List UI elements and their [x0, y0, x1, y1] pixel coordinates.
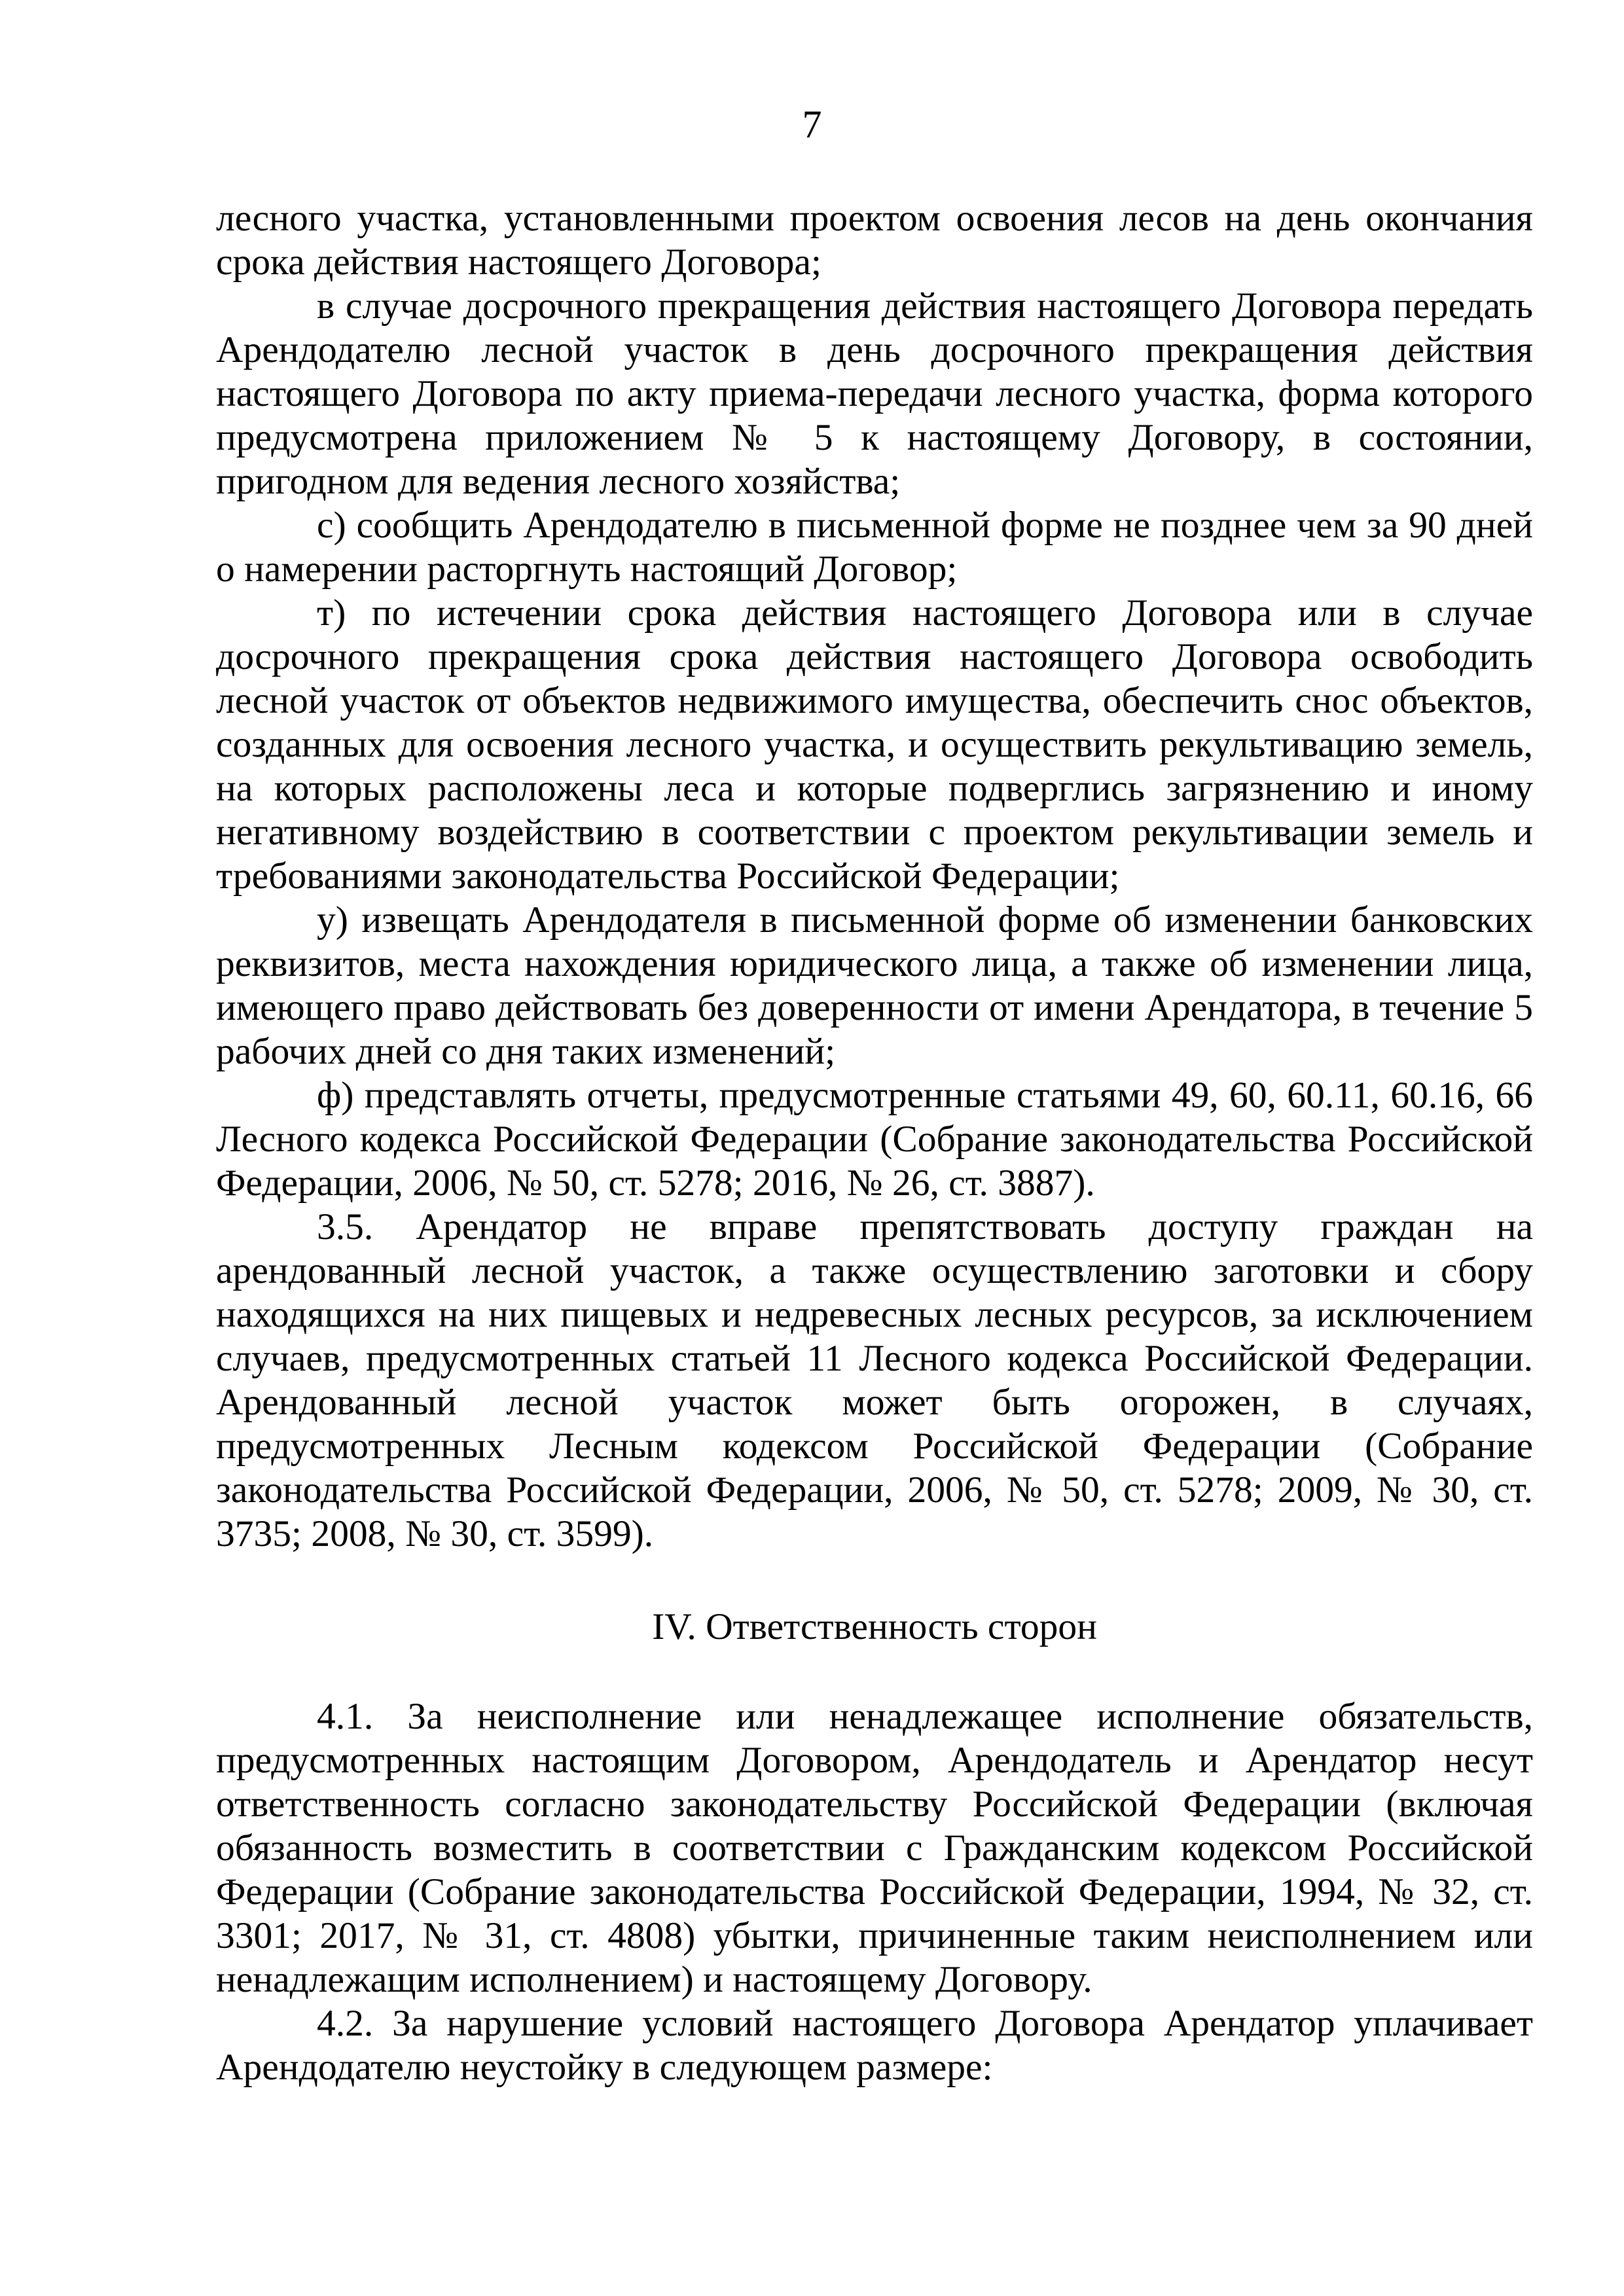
paragraph: в случае досрочного прекращения действия настоящего Договора передать Арендодателю лесной участок в день досрочного прекращения действия настоящего Договора по акту приема-передачи лесного участка, форма которого предусмотрена приложением № 5 к настоящему Договору, в состоянии, пригодном для ведения лесного хозяйства;: [216, 285, 1533, 502]
paragraph: у) извещать Арендодателя в письменной форме об изменении банковских реквизитов, места нахождения юридического лица, а также об изменении лица, имеющего право действовать без доверенности от имени Арендатора, в течение 5 рабочих дней со дня таких изменений;: [216, 899, 1533, 1072]
paragraph: 4.2. За нарушение условий настоящего Договора Арендатор уплачивает Арендодателю неустойку в следующем размере:: [216, 2003, 1533, 2088]
paragraph: 4.1. За неисполнение или ненадлежащее исполнение обязательств, предусмотренных настоящим Договором, Арендодатель и Арендатор несут ответственность согласно законодательству Российской Федерации (включая обязанность возместить в соответствии с Гражданским кодексом Российской Федерации (Собрание законодательства Российской Федерации, 1994, № 32, ст. 3301; 2017, № 31, ст. 4808) убытки, причиненные таким неисполнением или ненадлежащим исполнением) и настоящему Договору.: [216, 1696, 1533, 2000]
paragraph: с) сообщить Арендодателю в письменной форме не позднее чем за 90 дней о намерении расторгнуть настоящий Договор;: [216, 505, 1533, 590]
document-body: [216, 196, 1533, 2089]
paragraph: ф) представлять отчеты, предусмотренные статьями 49, 60, 60.11, 60.16, 66 Лесного кодекса Российской Федерации (Собрание законодательства Российской Федерации, 2006, № 50, ст. 5278; 2016, № 26, ст. 3887).: [216, 1075, 1533, 1204]
paragraph: 3.5. Арендатор не вправе препятствовать доступу граждан на арендованный лесной участок, а также осуществлению заготовки и сбору находящихся на них пищевых и недревесных лесных ресурсов, за исключением случаев, предусмотренных статьей 11 Лесного кодекса Российской Федерации. Арендованный лесной участок может быть огорожен, в случаях, предусмотренных Лесным кодексом Российской Федерации (Собрание законодательства Российской Федерации, 2006, № 50, ст. 5278; 2009, № 30, ст. 3735; 2008, № 30, ст. 3599).: [216, 1206, 1533, 1554]
paragraph: т) по истечении срока действия настоящего Договора или в случае досрочного прекращения срока действия настоящего Договора освободить лесной участок от объектов недвижимого имущества, обеспечить снос объектов, созданных для освоения лесного участка, и осуществить рекультивацию земель, на которых расположены леса и которые подверглись загрязнению и иному негативному воздействию в соответствии с проектом рекультивации земель и требованиями законодательства Российской Федерации;: [216, 592, 1533, 897]
paragraph: лесного участка, установленными проектом освоения лесов на день окончания срока действия настоящего Договора;: [216, 198, 1533, 283]
page-number: 7: [802, 103, 822, 146]
section-heading: IV. Ответственность сторон: [652, 1606, 1097, 1647]
